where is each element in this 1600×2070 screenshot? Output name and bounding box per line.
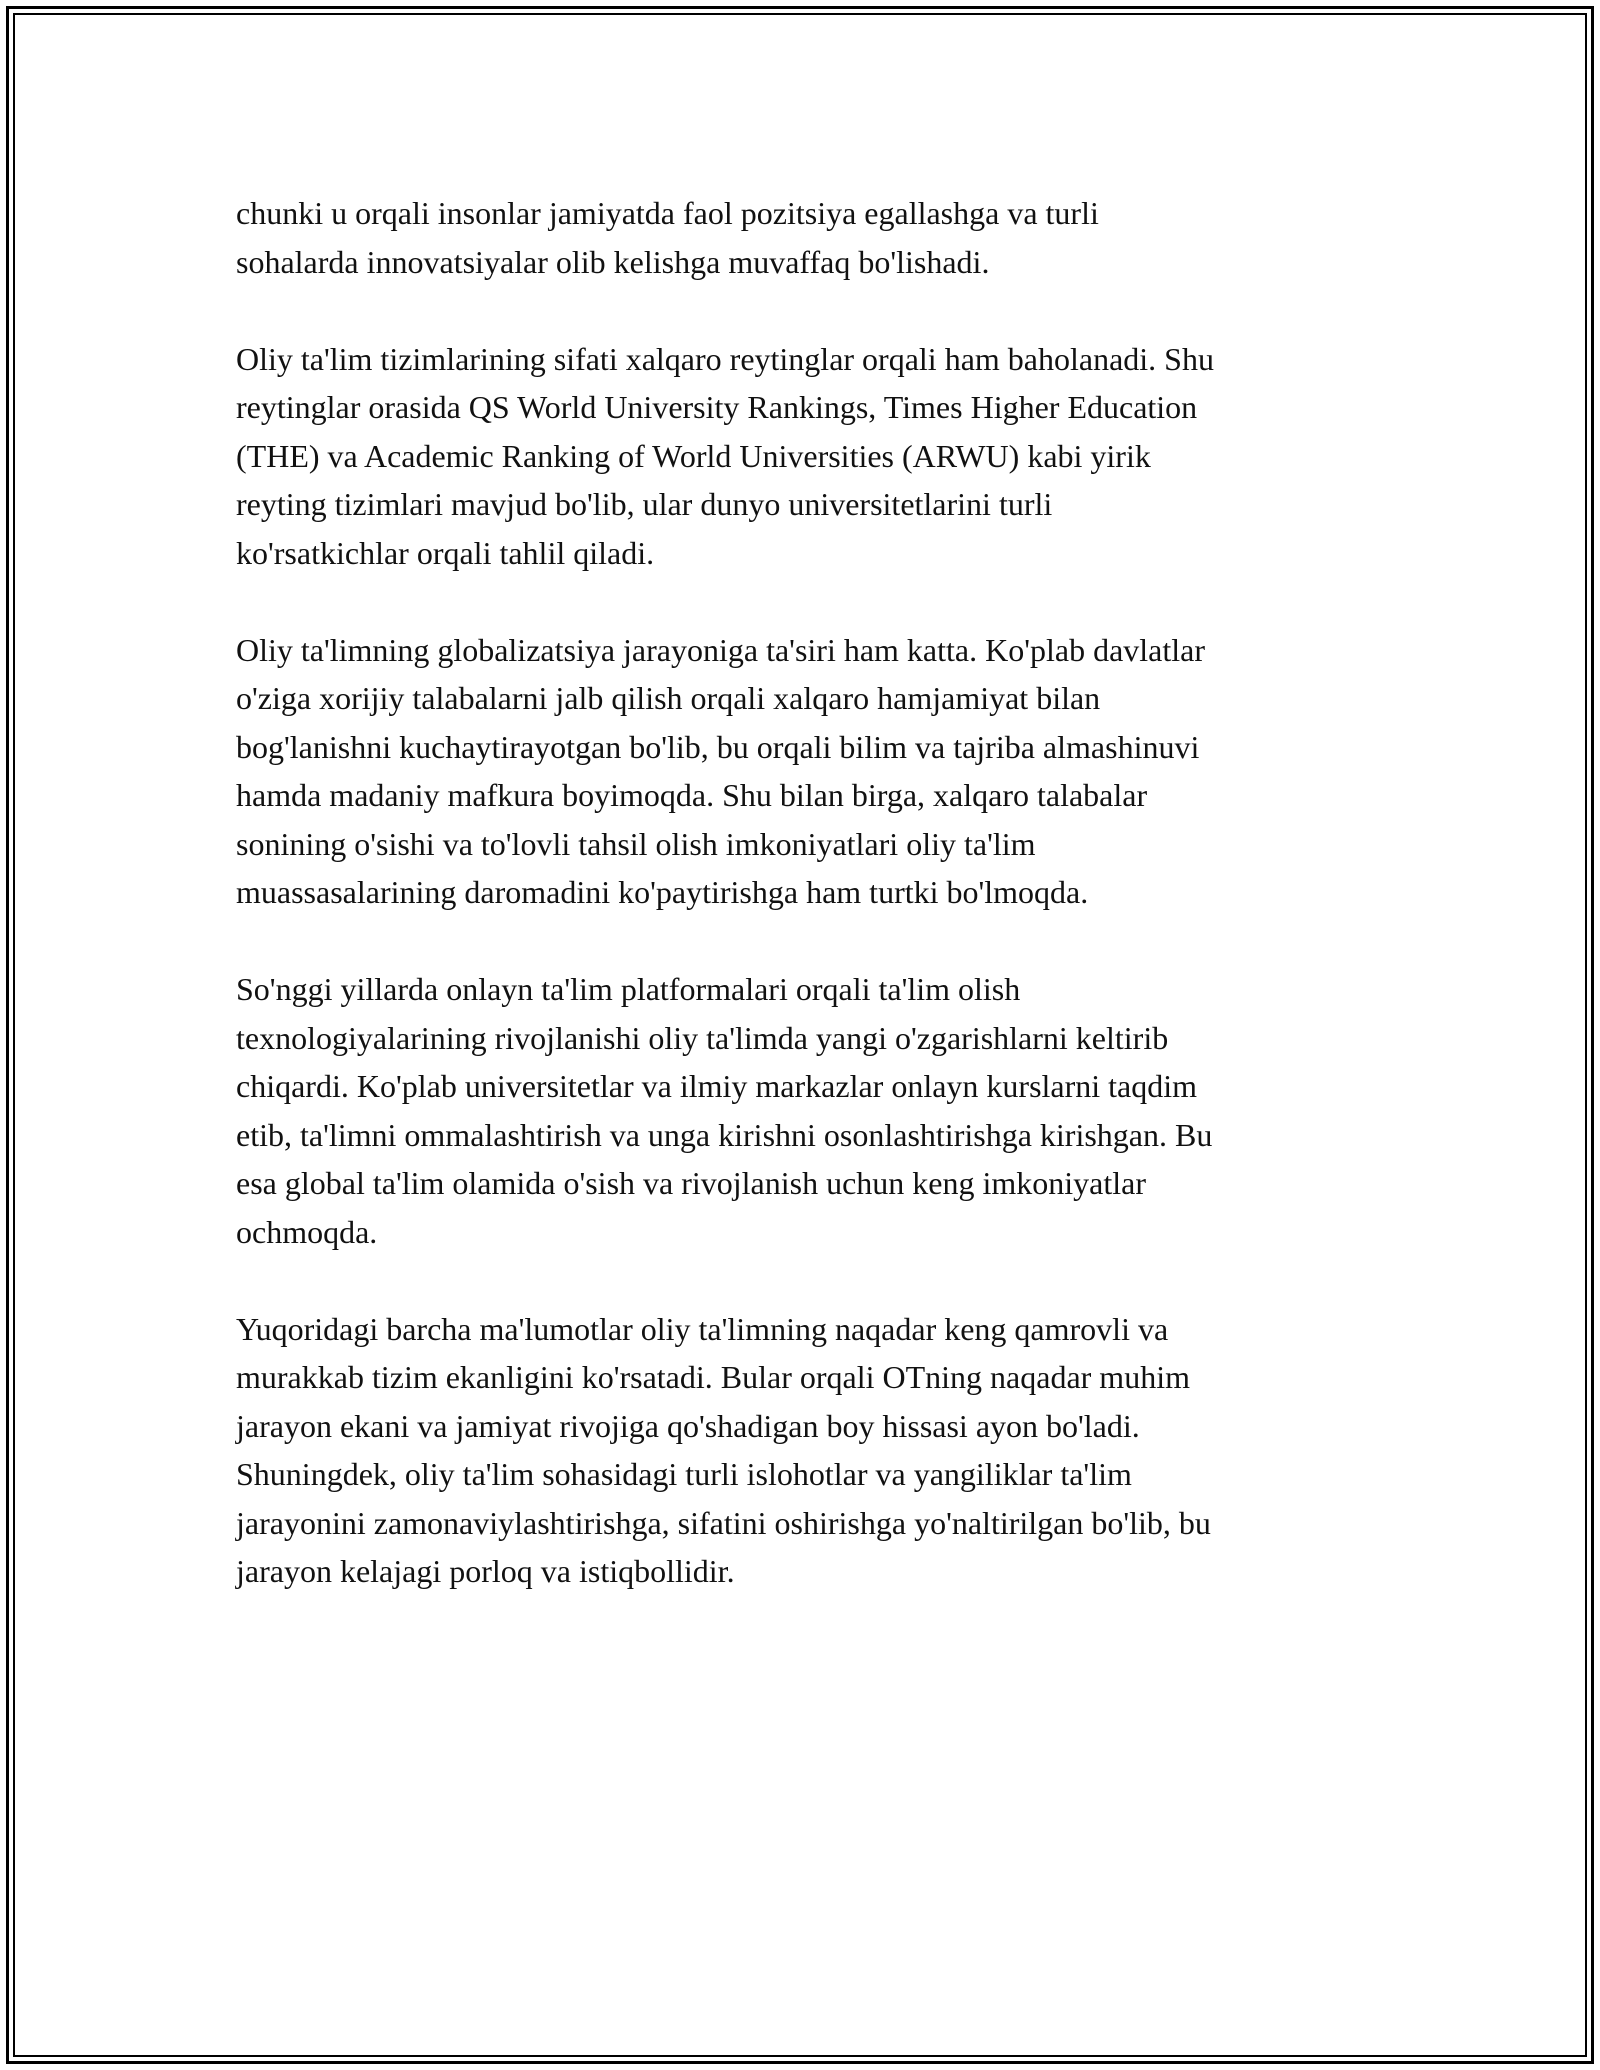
document-body (236, 189, 1376, 1596)
paragraph-1: chunki u orqali insonlar jamiyatda faol pozitsiya egallashga va turli sohalarda innovatsiyalar olib kelishga muvaffaq bo'lishadi. (236, 195, 1099, 280)
paragraph-5: Yuqoridagi barcha ma'lumotlar oliy ta'limning naqadar keng qamrovli va murakkab tizim ekanligini ko'rsatadi. Bular orqali OTning naqadar muhim jarayon ekani va jamiyat rivojiga qo'shadigan boy hissasi ayon bo'ladi. Shuningdek, oliy ta'lim sohasidagi turli islohotlar va yangiliklar ta'lim jarayonini zamonaviylashtirishga, sifatini oshirishga yo'naltirilgan bo'lib, bu jarayon kelajagi porloq va istiqbollidir. (236, 1310, 1211, 1589)
paragraph-3: Oliy ta'limning globalizatsiya jarayoniga ta'siri ham katta. Ko'plab davlatlar o'ziga xorijiy talabalarni jalb qilish orqali xalqaro hamjamiyat bilan bog'lanishni kuchaytirayotgan bo'lib, bu orqali bilim va tajriba almashinuvi hamda madaniy mafkura boyimoqda. Shu bilan birga, xalqaro talabalar sonining o'sishi va to'lovli tahsil olish imkoniyatlari oliy ta'lim muassasalarining daromadini ko'paytirishga ham turtki bo'lmoqda. (236, 631, 1206, 910)
paragraph-4: So'nggi yillarda onlayn ta'lim platformalari orqali ta'lim olish texnologiyalarining rivojlanishi oliy ta'limda yangi o'zgarishlarni keltirib chiqardi. Ko'plab universitetlar va ilmiy markazlar onlayn kurslarni taqdim etib, ta'limni ommalashtirish va unga kirishni osonlashtirishga kirishgan. Bu esa global ta'lim olamida o'sish va rivojlanish uchun keng imkoniyatlar ochmoqda. (236, 971, 1213, 1250)
paragraph-2: Oliy ta'lim tizimlarining sifati xalqaro reytinglar orqali ham baholanadi. Shu reytinglar orasida QS World University Rankings, Times Higher Education (THE) va Academic Ranking of World Universities (ARWU) kabi yirik reyting tizimlari mavjud bo'lib, ular dunyo universitetlarini turli ko'rsatkichlar orqali tahlil qiladi. (236, 340, 1214, 571)
